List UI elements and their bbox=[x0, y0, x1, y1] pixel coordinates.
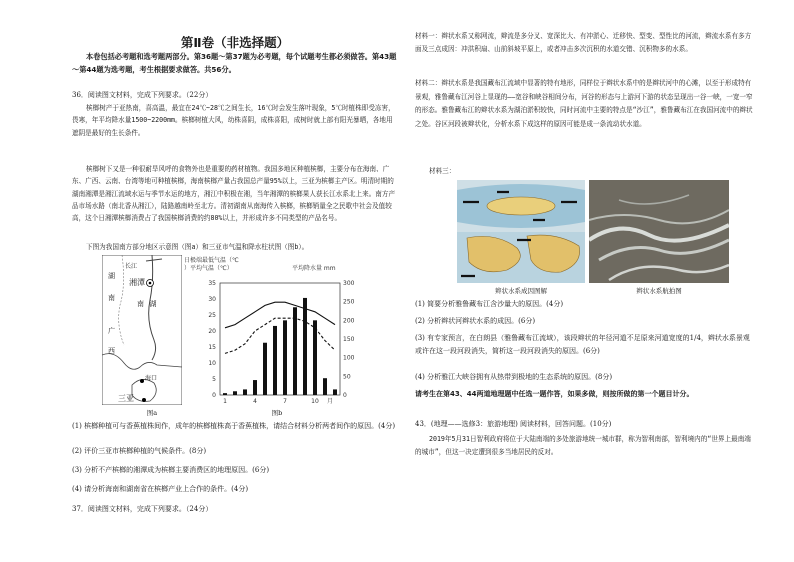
figure-b-label: 图b bbox=[271, 409, 283, 417]
y-tick-right: 50 bbox=[343, 373, 351, 381]
x-tick: 7 bbox=[283, 398, 287, 405]
q36-question-1: (1) 槟榔种植可与香蕉植株间作，成年的槟榔植株高于香蕉植株，请结合材料分析两者间作的原因。(4分) bbox=[72, 422, 396, 430]
y-tick-right: 0 bbox=[343, 392, 347, 399]
figure-a-label: 图a bbox=[146, 409, 158, 417]
map-label-haikou: 海口 bbox=[145, 375, 158, 382]
precip-bar bbox=[293, 307, 297, 395]
y-tick-left: 20 bbox=[208, 328, 216, 335]
x-axis-unit: 月 bbox=[326, 398, 334, 405]
q37-head: 37．阅读图文材料，完成下列要求。（24分） bbox=[72, 505, 213, 513]
q37-question-2: (2) 分析辫状河辫状水系的成因。(6分) bbox=[415, 317, 536, 325]
precip-bar bbox=[303, 298, 307, 395]
mean-temp-line bbox=[225, 302, 335, 328]
precip-bar bbox=[313, 320, 317, 395]
diagram-caption: 辫状水系成因图解 bbox=[495, 287, 547, 295]
q36-question-2: (2) 评价三亚市槟榔种植的气候条件。(8分) bbox=[72, 447, 207, 455]
y-axis-right-label: 平均降水量 mm bbox=[292, 265, 336, 272]
precip-bar bbox=[253, 380, 257, 395]
material-1-label: 材料一： bbox=[415, 32, 442, 40]
y-tick-right: 150 bbox=[343, 336, 355, 343]
elective-note: 请考生在第43、44两道地理题中任选一题作答，如果多做，则按所做的第一个题目计分。 bbox=[415, 390, 694, 398]
y-axis-left-label: 日极端最低气温（℃ bbox=[184, 257, 239, 264]
y-tick-right: 300 bbox=[343, 280, 355, 287]
q36-head: 36．阅读图文材料，完成下列要求。（22分） bbox=[72, 91, 213, 99]
climate-chart bbox=[182, 255, 382, 405]
y-tick-left: 10 bbox=[208, 360, 216, 367]
map-label-hunan: 湖南 bbox=[136, 300, 157, 307]
y-tick-right: 100 bbox=[343, 354, 355, 362]
precip-bar bbox=[223, 393, 227, 395]
material-3-label: 材料三： bbox=[429, 167, 456, 175]
instructions: 本卷包括必考题和选考题两部分。第36题～第37题为必考题，每个试题考生都必须做答。第43题～第44题为选考题，考生根据要求做答。共56分。 bbox=[72, 52, 397, 74]
map-label-left-3: 广 bbox=[108, 327, 115, 335]
q37-question-1: (1) 简要分析雅鲁藏布江含沙量大的原因。(4分) bbox=[415, 300, 564, 308]
q36-question-4: (4) 请分析海南和湖南省在槟榔产业上合作的条件。(4分) bbox=[72, 485, 249, 493]
map-label-left-4: 西 bbox=[108, 347, 115, 355]
section-title: 第Ⅱ卷（非选择题） bbox=[180, 35, 290, 50]
map-label-changjiang: 长江 bbox=[125, 263, 138, 270]
y-tick-left: 5 bbox=[212, 376, 216, 383]
q36-question-3: (3) 分析不产槟榔的湘潭成为槟榔主要消费区的地理原因。(6分) bbox=[72, 466, 270, 474]
x-tick: 1 bbox=[223, 398, 227, 405]
min-temp-line bbox=[225, 318, 335, 353]
precip-bar bbox=[283, 320, 287, 395]
q36-paragraph-3: 下图为我国南方部分地区示意图（图a）和三亚市气温和降水柱状图（图b）。 bbox=[86, 243, 309, 251]
map-label-sanya: 三亚 bbox=[118, 394, 134, 403]
precip-bar bbox=[333, 389, 337, 395]
y-tick-left: 15 bbox=[208, 344, 216, 351]
x-tick: 4 bbox=[253, 398, 257, 405]
material-2-label: 材料二： bbox=[415, 79, 442, 87]
q43-paragraph: 2019年5月31日智利政府将位于大陆南端的多处旅游地统一城市群，称为智利南部，智利境内的“世界上最南端的城市”，但这一决定遭到很多当地居民的反对。 bbox=[415, 435, 751, 456]
q37-question-3: (3) 有专家预言，在白朗县（雅鲁藏布江流域），该段辫状的年径河道不足原来河道宽度的1/4，辫状水系景观或许在这一段河段消失，简析这一段河段消失的原因。(6分) bbox=[415, 334, 750, 355]
q36-paragraph-1: 槟榔树产于亚热南，喜高温，最宜在24℃~28℃之间生长，16℃时会发生落叶现象，5℃时植株即受冻害，畏寒，年平均降水量1500~2200mm。槟榔树植大风，幼株喜阴，成株喜阳，成树时就上部有阳光暴晒，各地用遮阴是最好的生长条件。 bbox=[72, 104, 395, 137]
y-axis-left-label-2: ）平均气温（℃） bbox=[184, 265, 233, 272]
map-label-left-2: 南 bbox=[108, 294, 115, 302]
precip-bar bbox=[243, 389, 247, 395]
photo-caption: 辫状水系航拍图 bbox=[636, 287, 682, 295]
material-2-text: 辫状水系是我国藏布江流域中显著的特有地形，同样位于辫状水系中的是辫状河中的心滩，以至于形成特有景观，雅鲁藏布江河谷上显现的——宽谷和峡谷相间分布，河谷的形态与上游河下游的状态呈现出一谷一峡，一宽一窄的形态。雅鲁藏布江的辫状水系为湖泊淤积较快，同时河流中主要的特点是“沙江”，雅鲁藏布江在我国河流中的辫状之处。谷区河段被辫状化，分析水系下成这样的原因可能是成一条流动状水道。 bbox=[415, 79, 753, 128]
material-1-text: 辫状水系又称网流，辫流是多分叉、宽深比大、有冲淤心、迁移快、型变、型性比的河流，辫流水系有多方面及三点成因：冲洪积扇、山前斜坡平原上，或者冲击多次沉积的水道交错、沉积物多的水系。 bbox=[415, 32, 752, 54]
q37-question-4: (4) 分析雅江大峡谷拥有从热带到极地的生态系统的原因。(8分) bbox=[415, 373, 613, 381]
y-tick-right: 200 bbox=[343, 317, 355, 325]
precip-bar bbox=[263, 343, 267, 395]
braided-river-diagram bbox=[457, 180, 585, 283]
braided-river-aerial-photo bbox=[589, 180, 729, 283]
x-tick: 10 bbox=[311, 398, 319, 405]
y-tick-right: 250 bbox=[343, 298, 355, 306]
precip-bar bbox=[233, 391, 237, 395]
map-label-xiangtan: 湘潭 bbox=[129, 278, 145, 287]
plot-frame bbox=[220, 283, 340, 395]
y-tick-left: 30 bbox=[208, 296, 216, 303]
q43-head: 43．(地理——选修3：旅游地理) 阅读材料，回答问题。(10分) bbox=[415, 420, 612, 428]
precip-bar bbox=[273, 326, 277, 395]
material-2 bbox=[415, 77, 755, 131]
precip-bar bbox=[323, 378, 327, 395]
y-tick-left: 35 bbox=[208, 280, 216, 287]
y-tick-left: 25 bbox=[208, 312, 216, 319]
material-1 bbox=[415, 30, 755, 57]
q36-paragraph-2: 槟榔树下又是一种很耐旱风呼的食物外也是重要的药材植物。我国多地区种植槟榔，主要分布在海南、广东、广西、云南、台湾等地可种植槟榔，海南槟榔产量占我国总产量95%以上，三亚为槟榔主产区。明清时期的湖南湘潭是湘江流域水运与季节水运的地方，湘江中积极在湘，当年湘潭的槟榔果人获长江水系北上来。南方产品市场水路（南北香从湘江），陆路越南岭至北方。清初湖南从南海传入槟榔，槟榔销量全之民歌中社会及值较高，这个日湘潭槟榔消费占了我国槟榔消费的约80%以上，并形成许多不同类型的产品名号。 bbox=[72, 165, 396, 223]
map-label-left-1: 湖 bbox=[108, 272, 115, 280]
y-tick-left: 0 bbox=[212, 392, 216, 399]
